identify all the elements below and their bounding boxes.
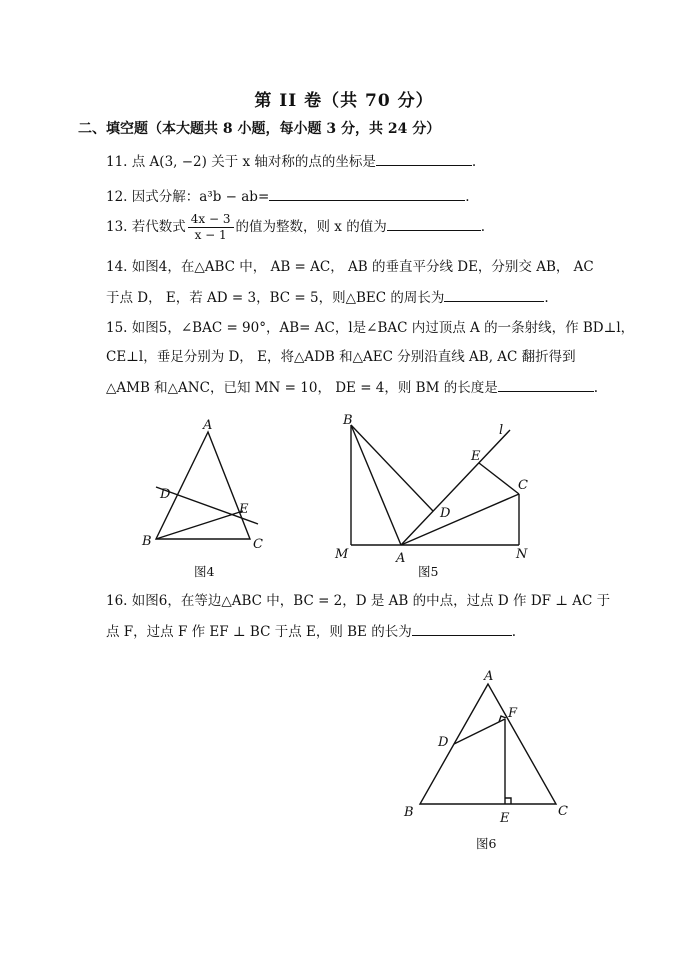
label-b: B	[404, 805, 414, 820]
figure-6-caption: 图6	[476, 836, 497, 851]
answer-blank-15[interactable]	[498, 377, 594, 392]
section-title: 第 II 卷（共 70 分）	[254, 91, 434, 111]
question-11-text: 11. 点 A(3, −2) 关于 x 轴对称的点的坐标是	[106, 154, 376, 170]
label-f: F	[508, 706, 518, 721]
question-14-line-2	[106, 287, 549, 308]
right-angle-mark-e	[505, 798, 511, 804]
question-12-text: 12. 因式分解：a³b − ab=	[106, 189, 270, 205]
fraction-numerator: 4x − 3	[188, 212, 234, 228]
label-c: C	[518, 478, 528, 493]
segment-ba	[351, 425, 401, 545]
label-b: B	[142, 534, 152, 549]
label-a: A	[484, 669, 494, 684]
label-m: M	[335, 547, 349, 562]
segment-ac	[401, 494, 519, 545]
segment-ec	[479, 463, 519, 494]
question-14-end: .	[544, 290, 549, 306]
triangle-abc	[156, 432, 250, 539]
label-e: E	[500, 811, 510, 826]
question-15-line-1: 15. 如图5，∠BAC = 90°，AB= AC，l是∠BAC 内过顶点 A 的一条射线，作 BD⊥l，	[106, 320, 635, 336]
question-15-line-3-text: △AMB 和△ANC，已知 MN = 10， DE = 4，则 BM 的长度是	[106, 380, 498, 396]
label-a: A	[203, 418, 213, 433]
label-c: C	[253, 537, 263, 552]
label-b: B	[343, 413, 353, 428]
question-12-end: .	[465, 189, 470, 205]
question-15-line-3	[106, 377, 598, 398]
label-d: D	[440, 506, 451, 521]
answer-blank-12[interactable]	[269, 186, 465, 201]
segment-be	[156, 511, 243, 539]
label-d: D	[160, 487, 171, 502]
label-n: N	[516, 547, 528, 562]
question-14-line-1: 14. 如图4，在△ABC 中， AB = AC， AB 的垂直平分线 DE，分别交 AB， AC	[106, 259, 594, 275]
question-13-post: 的值为整数，则 x 的值为	[235, 219, 387, 235]
question-16-line-1: 16. 如图6，在等边△ABC 中，BC = 2，D 是 AB 的中点，过点 D 作 DF ⊥ AC 于	[106, 593, 611, 609]
question-16-line-2	[106, 621, 516, 642]
label-e: E	[471, 449, 481, 464]
question-16-end: .	[511, 624, 516, 640]
figure-4-diagram	[130, 412, 280, 562]
question-11	[106, 151, 476, 172]
label-a: A	[396, 551, 406, 565]
answer-blank-14[interactable]	[444, 287, 544, 302]
answer-blank-13[interactable]	[387, 216, 481, 231]
ray-l	[401, 430, 510, 545]
fraction-denominator: x − 1	[194, 228, 227, 242]
segment-bd	[351, 425, 433, 511]
question-15-line-2: CE⊥l，垂足分别为 D， E，将△ADB 和△AEC 分别沿直线 AB, AC 翻折得到	[106, 349, 576, 365]
question-11-end: .	[471, 154, 477, 170]
question-13-end: .	[480, 219, 485, 235]
answer-blank-16[interactable]	[412, 621, 512, 636]
figure-4-caption: 图4	[194, 564, 215, 579]
figure-5-caption: 图5	[418, 564, 439, 579]
label-l: l	[499, 423, 504, 438]
question-14-line-2-text: 于点 D， E，若 AD = 3，BC = 5，则△BEC 的周长为	[106, 290, 445, 306]
answer-blank-11[interactable]	[376, 151, 472, 166]
label-e: E	[239, 502, 249, 517]
question-12	[106, 186, 470, 207]
question-16-line-2-text: 点 F，过点 F 作 EF ⊥ BC 于点 E，则 BE 的长为	[106, 624, 412, 640]
label-d: D	[438, 735, 449, 750]
label-c: C	[558, 804, 568, 819]
section-heading: 二、填空题（本大题共 8 小题，每小题 3 分，共 24 分）	[78, 121, 441, 137]
fraction	[188, 212, 234, 243]
question-13-pre: 13. 若代数式	[106, 219, 186, 235]
figure-5-diagram	[330, 410, 550, 565]
question-13	[106, 212, 485, 243]
figure-6-diagram	[398, 664, 578, 829]
question-15-end: .	[593, 380, 599, 396]
